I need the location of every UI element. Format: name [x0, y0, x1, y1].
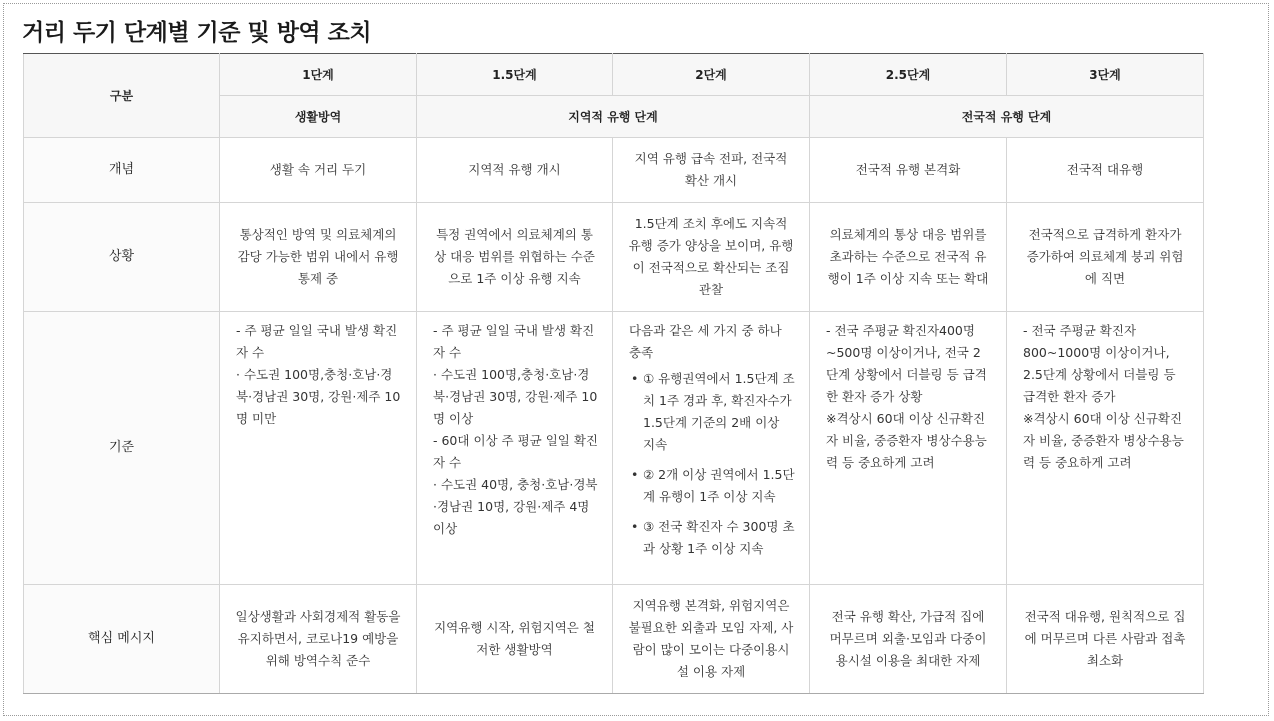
- list-item: • ② 2개 이상 권역에서 1.5단계 유행이 1주 이상 지속: [629, 464, 795, 508]
- message-cell-stage-1-5: 지역유행 시작, 위험지역은 철저한 생활방역: [417, 585, 613, 694]
- criteria-note: ※격상시 60대 이상 신규확진자 비율, 중증환자 병상수용능력 등 중요하게 고려: [826, 411, 987, 470]
- header-corner: 구분: [24, 54, 220, 138]
- situation-cell-stage-2: 1.5단계 조치 후에도 지속적 유행 증가 양상을 보이며, 유행이 전국적으로 확산되는 조짐 관찰: [613, 203, 810, 312]
- header-group-regional: 지역적 유행 단계: [417, 96, 810, 138]
- situation-cell-stage-1: 통상적인 방역 및 의료체계의 감당 가능한 범위 내에서 유행 통제 중: [220, 203, 417, 312]
- header-stage-1: 1단계: [220, 54, 417, 96]
- situation-cell-stage-1-5: 특정 권역에서 의료체계의 통상 대응 범위를 위협하는 수준으로 1주 이상 유행 지속: [417, 203, 613, 312]
- message-cell-stage-2-5: 전국 유행 확산, 가급적 집에 머무르며 외출·모임과 다중이용시설 이용을 최대한 자제: [810, 585, 1007, 694]
- concept-cell-stage-3: 전국적 대유행: [1007, 138, 1204, 203]
- header-stage-3: 3단계: [1007, 54, 1204, 96]
- criteria-bullet-list: [629, 368, 795, 560]
- criteria-cell-stage-3: [1007, 312, 1204, 585]
- table-row-message: [24, 585, 1204, 694]
- message-cell-stage-2: 지역유행 본격화, 위험지역은 불필요한 외출과 모임 자제, 사람이 많이 모이는 다중이용시설 이용 자제: [613, 585, 810, 694]
- distancing-stages-table: [23, 53, 1204, 694]
- criteria-cell-stage-1: [220, 312, 417, 585]
- concept-cell-stage-2: 지역 유행 급속 전파, 전국적 확산 개시: [613, 138, 810, 203]
- row-label-criteria: 기준: [24, 312, 220, 585]
- criteria-line: - 주 평균 일일 국내 발생 확진자 수: [236, 323, 398, 360]
- list-item: • ① 유행권역에서 1.5단계 조치 1주 경과 후, 확진자수가 1.5단계 기준의 2배 이상 지속: [629, 368, 795, 456]
- table-row-concept: [24, 138, 1204, 203]
- header-group-national: 전국적 유행 단계: [810, 96, 1204, 138]
- criteria-intro: 다음과 같은 세 가지 중 하나 충족: [629, 323, 782, 360]
- header-row-stages: [24, 54, 1204, 96]
- criteria-line: · 수도권 100명,충청·호남·경북·경남권 30명, 강원·제주 10명 미만: [236, 367, 401, 426]
- concept-cell-stage-1: 생활 속 거리 두기: [220, 138, 417, 203]
- message-cell-stage-1: 일상생활과 사회경제적 활동을 유지하면서, 코로나19 예방을 위해 방역수칙 준수: [220, 585, 417, 694]
- criteria-line: - 주 평균 일일 국내 발생 확진자 수: [433, 323, 595, 360]
- criteria-note: ※격상시 60대 이상 신규확진자 비율, 중증환자 병상수용능력 등 중요하게 고려: [1023, 411, 1184, 470]
- list-item: • ③ 전국 확진자 수 300명 초과 상황 1주 이상 지속: [629, 516, 795, 560]
- header-stage-2-5: 2.5단계: [810, 54, 1007, 96]
- criteria-line: · 수도권 40명, 충청·호남·경북·경남권 10명, 강원·제주 4명 이상: [433, 477, 598, 536]
- criteria-line: - 전국 주평균 확진자 800~1000명 이상이거나, 2.5단계 상황에서 더블링 등 급격한 환자 증가: [1023, 323, 1176, 404]
- message-cell-stage-3: 전국적 대유행, 원칙적으로 집에 머무르며 다른 사람과 접촉 최소화: [1007, 585, 1204, 694]
- concept-cell-stage-1-5: 지역적 유행 개시: [417, 138, 613, 203]
- criteria-line: · 수도권 100명,충청·호남·경북·경남권 30명, 강원·제주 10명 이상: [433, 367, 598, 426]
- criteria-line: - 전국 주평균 확진자400명~500명 이상이거나, 전국 2단계 상황에서 더블링 등 급격한 환자 증가 상황: [826, 323, 987, 404]
- table-row-criteria: [24, 312, 1204, 585]
- header-group-life: 생활방역: [220, 96, 417, 138]
- table-row-situation: [24, 203, 1204, 312]
- row-label-concept: 개념: [24, 138, 220, 203]
- situation-cell-stage-3: 전국적으로 급격하게 환자가 증가하여 의료체계 붕괴 위험에 직면: [1007, 203, 1204, 312]
- header-stage-1-5: 1.5단계: [417, 54, 613, 96]
- criteria-cell-stage-2: [613, 312, 810, 585]
- row-label-situation: 상황: [24, 203, 220, 312]
- criteria-line: - 60대 이상 주 평균 일일 확진자 수: [433, 433, 599, 470]
- situation-cell-stage-2-5: 의료체계의 통상 대응 범위를 초과하는 수준으로 전국적 유행이 1주 이상 지속 또는 확대: [810, 203, 1007, 312]
- header-stage-2: 2단계: [613, 54, 810, 96]
- page-title: 거리 두기 단계별 기준 및 방역 조치: [22, 20, 372, 46]
- concept-cell-stage-2-5: 전국적 유행 본격화: [810, 138, 1007, 203]
- criteria-cell-stage-1-5: [417, 312, 613, 585]
- criteria-cell-stage-2-5: [810, 312, 1007, 585]
- row-label-message: 핵심 메시지: [24, 585, 220, 694]
